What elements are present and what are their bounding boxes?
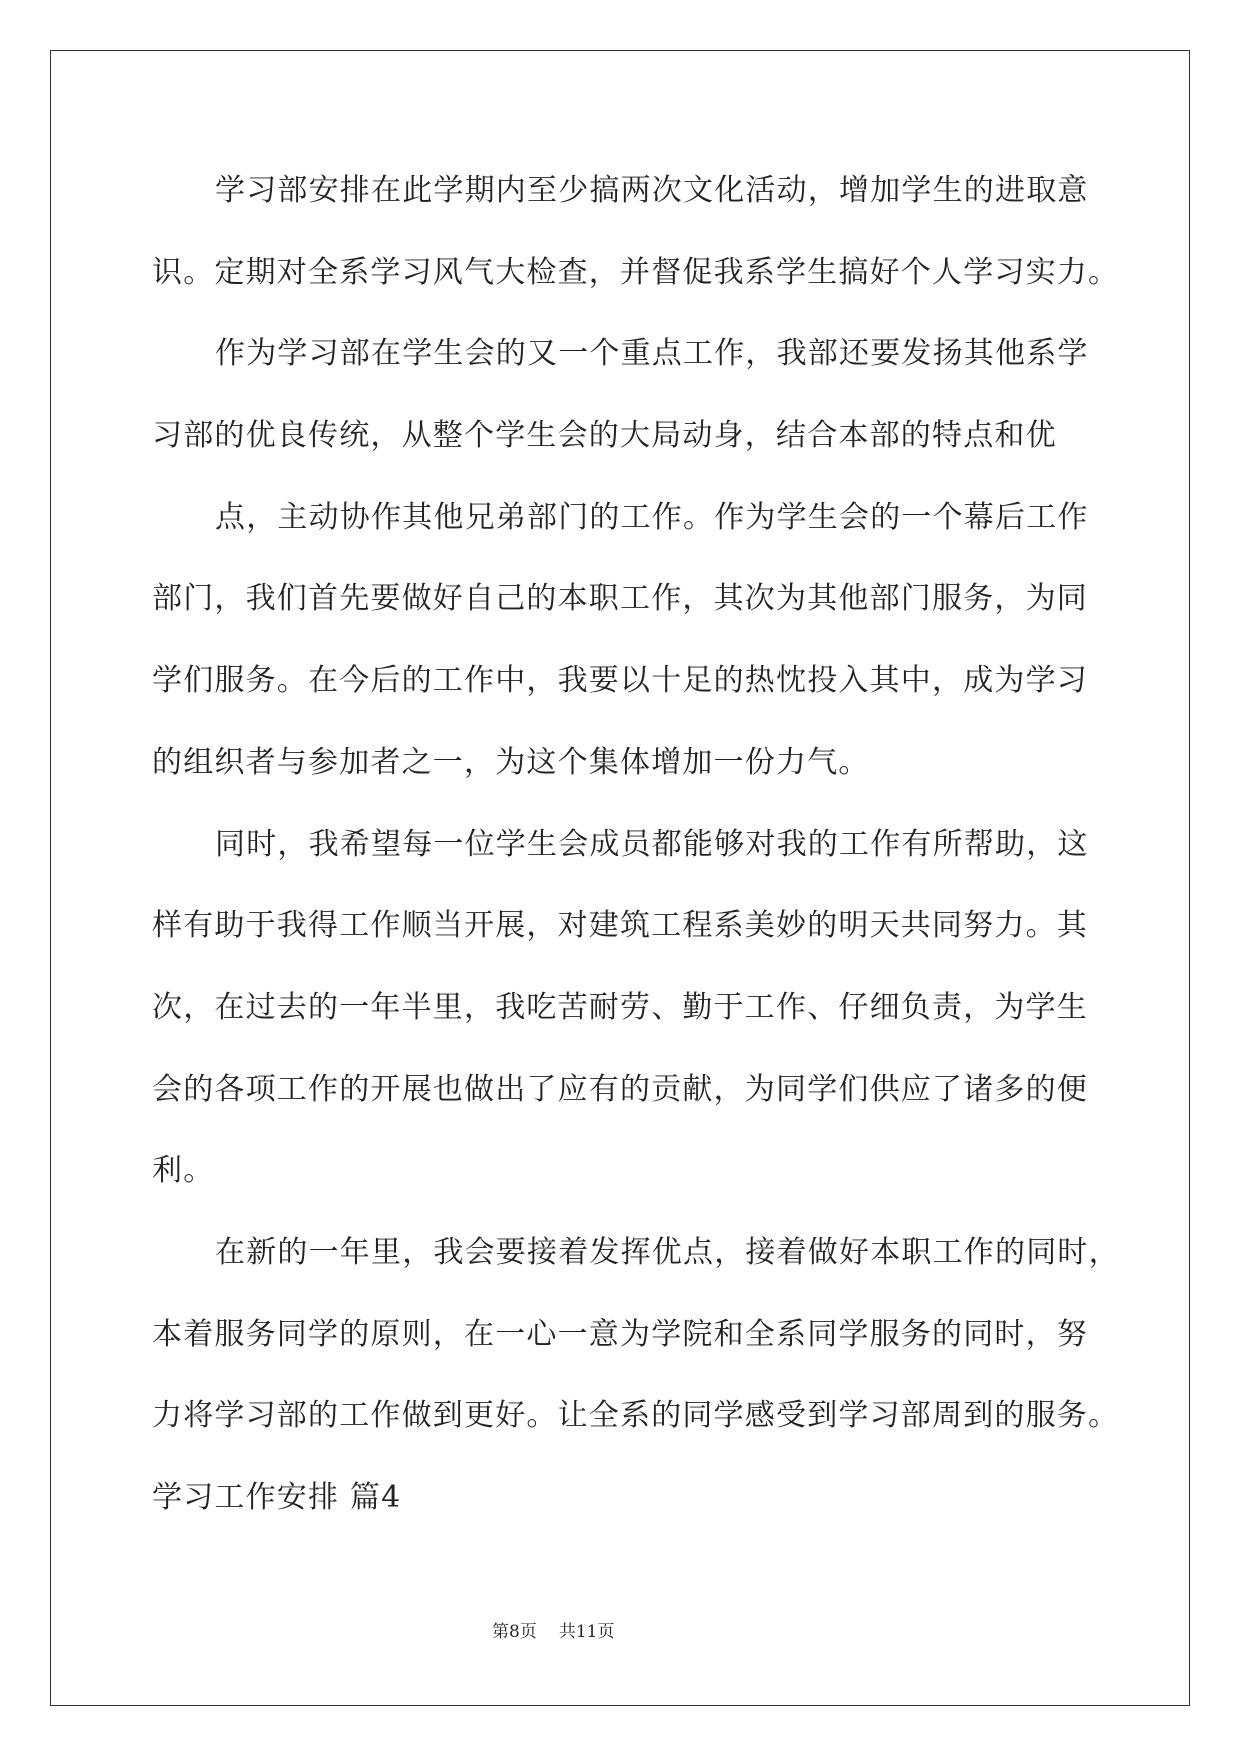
text-line: 的组织者与参加者之一，为这个集体增加一份力气。 (152, 744, 870, 780)
page-total: 共11页 (558, 1622, 615, 1642)
text-line: 本着服务同学的原则，在一心一意为学院和全系同学服务的同时，努 (152, 1316, 1088, 1352)
text-line: 学习部安排在此学期内至少搞两次文化活动，增加学生的进取意 (215, 173, 1089, 208)
text-line: 次，在过去的一年半里，我吃苦耐劳、勤于工作、仔细负责，为学生 (152, 989, 1088, 1025)
text-line: 习部的优良传统，从整个学生会的大局动身，结合本部的特点和优 (152, 418, 1057, 454)
section-heading: 学习工作安排 篇4 (152, 1480, 402, 1515)
text-line: 识。定期对全系学习风气大检查，并督促我系学生搞好个人学习实力。 (152, 254, 1120, 290)
text-line: 在新的一年里，我会要接着发挥优点，接着做好本职工作的同时， (215, 1234, 1120, 1270)
text-line: 会的各项工作的开展也做出了应有的贡献，为同学们供应了诸多的便 (152, 1071, 1088, 1107)
text-line: 力将学习部的工作做到更好。让全系的同学感受到学习部周到的服务。 (152, 1398, 1120, 1434)
text-line: 部门，我们首先要做好自己的本职工作，其次为其他部门服务，为同 (152, 581, 1088, 617)
text-line: 同时，我希望每一位学生会成员都能够对我的工作有所帮助，这 (215, 826, 1089, 862)
text-line: 样有助于我得工作顺当开展，对建筑工程系美妙的明天共同努力。其 (152, 908, 1088, 944)
text-line: 点，主动协作其他兄弟部门的工作。作为学生会的一个幕后工作 (215, 499, 1089, 535)
document-body (152, 150, 1182, 1539)
page-number: 第8页 (492, 1622, 537, 1642)
text-line: 利。 (152, 1153, 215, 1189)
page-footer (492, 1620, 752, 1644)
text-line: 学们服务。在今后的工作中，我要以十足的热忱投入其中，成为学习 (152, 663, 1088, 699)
text-line: 作为学习部在学生会的又一个重点工作，我部还要发扬其他系学 (215, 336, 1089, 372)
